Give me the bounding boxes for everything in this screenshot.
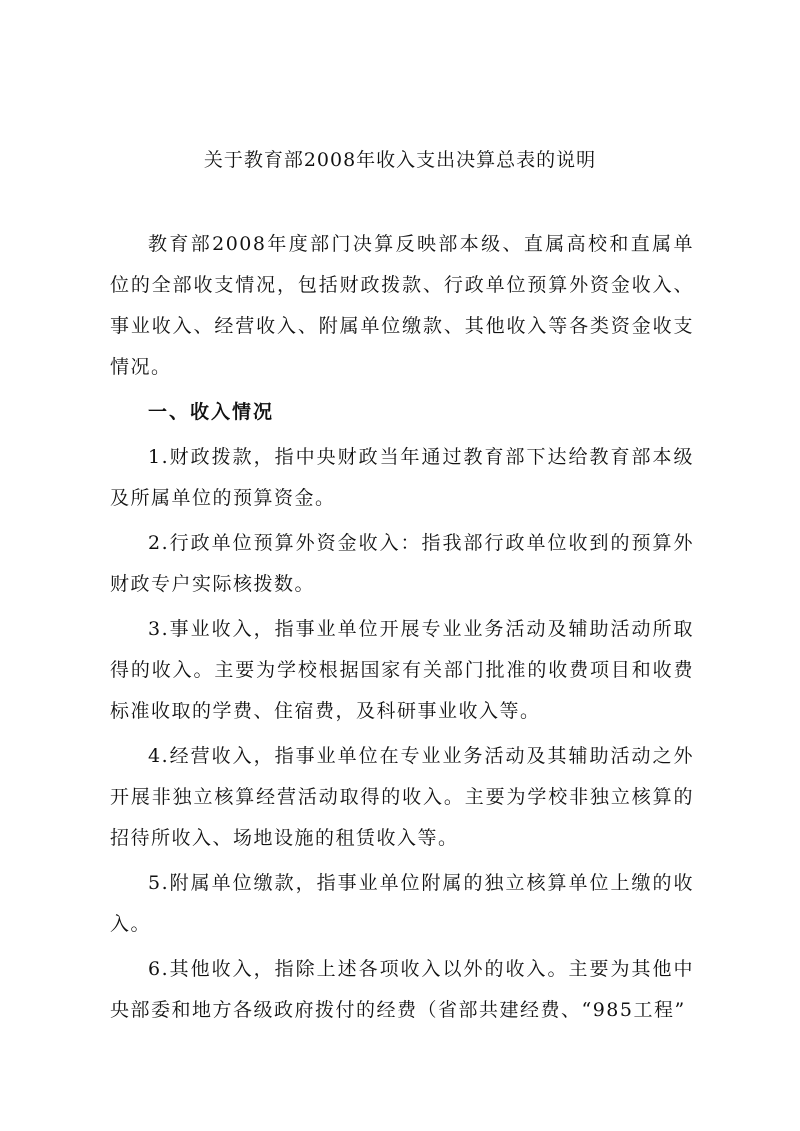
list-item: 5.附属单位缴款，指事业单位附属的独立核算单位上缴的收入。: [110, 872, 694, 935]
list-item: 2.行政单位预算外资金收入：指我部行政单位收到的预算外财政专户实际核拨数。: [110, 532, 694, 595]
intro-paragraph: 教育部2008年度部门决算反映部本级、直属高校和直属单位的全部收支情况，包括财政拨款、行政单位预算外资金收入、事业收入、经营收入、附属单位缴款、其他收入等各类资金收支情况。: [110, 233, 694, 378]
list-item: 4.经营收入，指事业单位在专业业务活动及其辅助活动之外开展非独立核算经营活动取得的收入。主要为学校非独立核算的招待所收入、场地设施的租赁收入等。: [110, 745, 694, 849]
document-body: [110, 224, 694, 1031]
document-title: 关于教育部2008年收入支出决算总表的说明: [203, 149, 597, 171]
list-item: 6.其他收入，指除上述各项收入以外的收入。主要为其他中央部委和地方各级政府拨付的经费（省部共建经费、“985工程”: [110, 958, 694, 1021]
section-heading: 一、收入情况: [148, 401, 275, 423]
list-item: 1.财政拨款，指中央财政当年通过教育部下达给教育部本级及所属单位的预算资金。: [110, 446, 694, 509]
list-item: 3.事业收入，指事业单位开展专业业务活动及辅助活动所取得的收入。主要为学校根据国家有关部门批准的收费项目和收费标准收取的学费、住宿费，及科研事业收入等。: [110, 618, 694, 722]
